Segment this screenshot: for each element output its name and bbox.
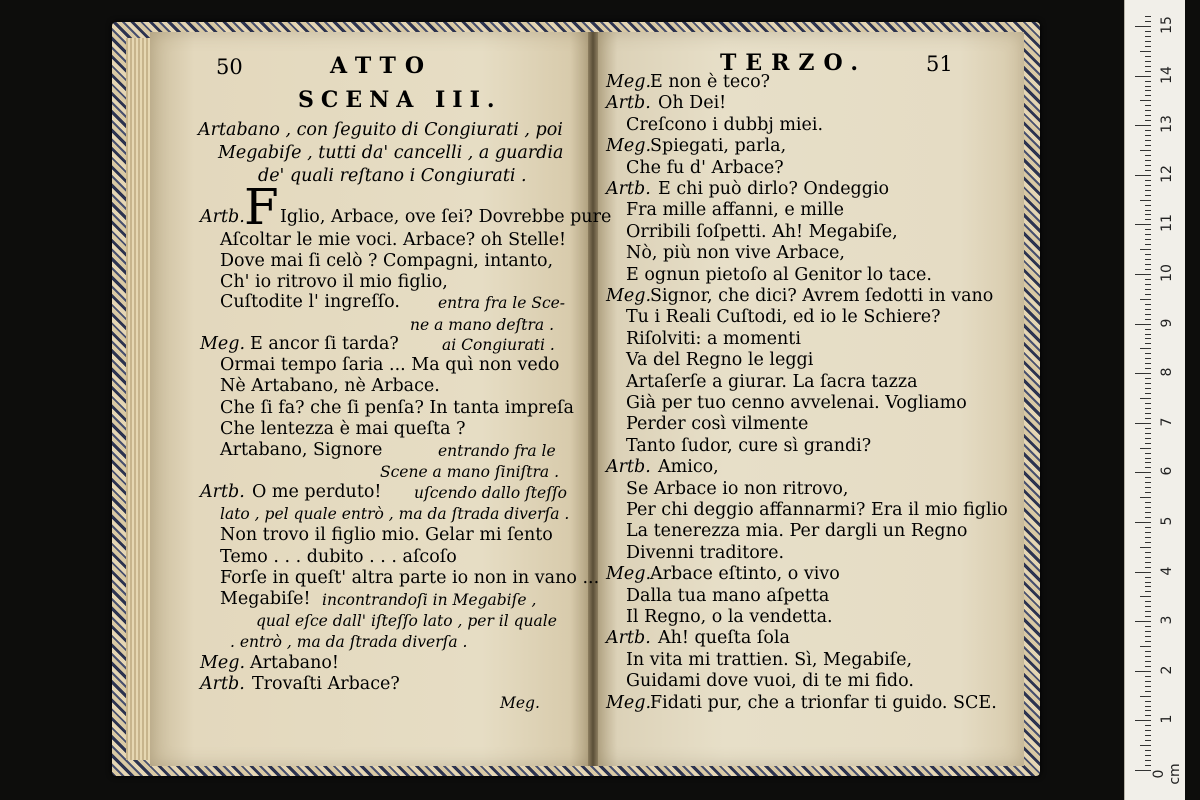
verse-line: Dalla tua mano aſpetta	[626, 585, 830, 606]
page-number-left: 50	[216, 55, 243, 79]
speaker-label: Artb.	[200, 674, 245, 694]
verse-line: Arbace eſtinto, o vivo	[650, 564, 840, 585]
speaker-label: Artb.	[606, 457, 651, 478]
running-head-left: ATTO	[330, 53, 433, 79]
verse-line: Divenni traditore.	[626, 542, 785, 563]
ruler-tick	[1145, 492, 1151, 493]
ruler-tick	[1145, 636, 1151, 637]
ruler-tick	[1145, 190, 1151, 191]
page-number-right: 51	[926, 52, 953, 76]
ruler-tick	[1145, 735, 1151, 736]
ruler-tick	[1135, 720, 1151, 721]
ruler-tick	[1140, 497, 1151, 498]
verse-line: In vita mi trattien. Sì, Megabiſe,	[626, 649, 913, 670]
ruler-tick	[1145, 105, 1151, 106]
ruler-tick	[1145, 591, 1151, 592]
ruler-tick	[1145, 66, 1151, 67]
catchword: Meg.	[500, 694, 540, 712]
ruler-tick	[1145, 314, 1151, 315]
ruler-tick	[1145, 542, 1151, 543]
speaker-label: Meg.	[606, 72, 652, 92]
ruler-tick	[1135, 522, 1151, 523]
drop-cap: F	[244, 178, 279, 236]
ruler-tick	[1140, 100, 1151, 101]
ruler-tick	[1145, 577, 1151, 578]
ruler-tick	[1145, 606, 1151, 607]
ruler-tick	[1145, 487, 1151, 488]
ruler-tick	[1145, 363, 1151, 364]
verse-line: Non trovo il figlio mio. Gelar mi ſento	[220, 525, 553, 545]
verse-line: Già per tuo cenno avvelenai. Vogliamo	[626, 393, 967, 413]
ruler-tick	[1145, 586, 1151, 587]
ruler-tick	[1145, 135, 1151, 136]
measurement-ruler	[1124, 0, 1185, 800]
ruler-tick	[1145, 641, 1151, 642]
ruler-tick	[1145, 145, 1151, 146]
ruler-tick	[1145, 46, 1151, 47]
ruler-tick	[1145, 765, 1151, 766]
verse-line: Nò, più non vive Arbace,	[626, 243, 845, 264]
ruler-tick	[1145, 41, 1151, 42]
ruler-tick	[1145, 234, 1151, 235]
ruler-tick	[1135, 373, 1151, 374]
ruler-tick	[1145, 413, 1151, 414]
ruler-tick	[1145, 16, 1151, 17]
stage-direction: ne a mano deſtra .	[410, 316, 554, 334]
ruler-tick	[1135, 324, 1151, 325]
ruler-tick	[1145, 428, 1151, 429]
ruler-tick	[1145, 482, 1151, 483]
ruler-tick	[1145, 195, 1151, 196]
verse-line: Per chi deggio affannarmi? Era il mio figlio	[626, 500, 1008, 520]
ruler-tick	[1145, 289, 1151, 290]
ruler-tick	[1145, 552, 1151, 553]
verse-line: Artaſerſe a giurar. La ſacra tazza	[626, 371, 918, 392]
ruler-tick	[1145, 284, 1151, 285]
ruler-tick	[1145, 294, 1151, 295]
ruler-number: 13	[1159, 115, 1175, 134]
ruler-tick	[1145, 403, 1151, 404]
ruler-tick	[1145, 31, 1151, 32]
verse-line: Orribili ſoſpetti. Ah! Megabiſe,	[626, 221, 898, 242]
ruler-tick	[1135, 175, 1151, 176]
ruler-tick	[1135, 274, 1151, 275]
ruler-tick	[1145, 21, 1151, 22]
speaker-label: Artb.	[200, 207, 245, 227]
stage-intro-line: Artabano , con ſeguito di Congiurati , poi	[198, 120, 563, 140]
verse-line: Perder così vilmente	[626, 414, 809, 435]
ruler-tick	[1140, 547, 1151, 548]
ruler-tick	[1145, 477, 1151, 478]
verse-line: Tu i Reali Cuſtodi, ed io le Schiere?	[626, 307, 941, 328]
ruler-tick	[1135, 26, 1151, 27]
ruler-tick	[1145, 36, 1151, 37]
ruler-tick	[1145, 338, 1151, 339]
ruler-number: 1	[1159, 714, 1175, 724]
verse-line: Signor, che dici? Avrem ſedotti in vano	[650, 286, 994, 306]
ruler-tick	[1145, 467, 1151, 468]
stage-direction: incontrandoſi in Megabiſe ,	[322, 591, 537, 609]
ruler-tick	[1140, 348, 1151, 349]
ruler-tick	[1145, 115, 1151, 116]
ruler-tick	[1145, 56, 1151, 57]
ruler-tick	[1145, 651, 1151, 652]
ruler-tick	[1145, 755, 1151, 756]
ruler-tick	[1145, 86, 1151, 87]
speaker-label: Meg.	[200, 334, 246, 354]
verse-line: Oh Dei!	[658, 93, 727, 114]
verse-line: Spiegati, parla,	[650, 136, 787, 157]
verse-line: Va del Regno le leggi	[626, 350, 814, 371]
ruler-number: 8	[1159, 367, 1175, 377]
stage-direction: qual eſce dall' iſteſſo lato , per il quale	[256, 612, 557, 630]
running-head-right: TERZO.	[720, 50, 868, 76]
ruler-tick	[1140, 398, 1151, 399]
verse-line: E ognun pietoſo al Genitor lo tace.	[626, 264, 932, 285]
speaker-label: Meg.	[606, 564, 652, 585]
ruler-tick	[1145, 666, 1151, 667]
ruler-tick	[1145, 71, 1151, 72]
ruler-tick	[1145, 611, 1151, 612]
ruler-tick	[1145, 502, 1151, 503]
ruler-tick	[1145, 443, 1151, 444]
verse-line: Trovaſti Arbace?	[252, 674, 400, 694]
ruler-tick	[1145, 582, 1151, 583]
ruler-tick	[1145, 656, 1151, 657]
ruler-tick	[1140, 51, 1151, 52]
ruler-number: 4	[1159, 566, 1175, 576]
ruler-tick	[1145, 567, 1151, 568]
ruler-unit-label: 0 cm	[1151, 763, 1183, 785]
verse-line: Artabano!	[250, 653, 339, 673]
ruler-tick	[1145, 214, 1151, 215]
ruler-tick	[1145, 557, 1151, 558]
ruler-tick	[1135, 621, 1151, 622]
ruler-tick	[1145, 527, 1151, 528]
ruler-tick	[1145, 631, 1151, 632]
speaker-label: Meg.	[606, 136, 652, 157]
verse-line: O me perduto!	[252, 482, 382, 502]
ruler-tick	[1145, 358, 1151, 359]
ruler-tick	[1135, 572, 1151, 573]
ruler-tick	[1145, 254, 1151, 255]
ruler-tick	[1145, 205, 1151, 206]
ruler-tick	[1145, 378, 1151, 379]
ruler-tick	[1135, 770, 1151, 771]
verse-line: Riſolviti: a momenti	[626, 328, 801, 349]
ruler-tick	[1145, 140, 1151, 141]
ruler-tick	[1145, 706, 1151, 707]
ruler-tick	[1145, 661, 1151, 662]
ruler-tick	[1145, 130, 1151, 131]
ruler-tick	[1145, 383, 1151, 384]
ruler-tick	[1145, 304, 1151, 305]
ruler-tick	[1145, 433, 1151, 434]
verse-line: Temo . . . dubito . . . aſcoſo	[220, 547, 457, 567]
ruler-tick	[1135, 472, 1151, 473]
ruler-tick	[1140, 150, 1151, 151]
ruler-number: 6	[1159, 466, 1175, 476]
ruler-tick	[1145, 750, 1151, 751]
ruler-tick	[1145, 239, 1151, 240]
verse-line: E non è teco?	[650, 72, 771, 92]
verse-line: Aſcoltar le mie voci. Arbace? oh Stelle!	[220, 230, 567, 250]
stage-direction: ai Congiurati .	[442, 336, 555, 354]
ruler-tick	[1145, 715, 1151, 716]
ruler-tick	[1145, 264, 1151, 265]
stage-intro-line: Megabiſe , tutti da' cancelli , a guardia	[218, 143, 564, 163]
scene-title: SCENA III.	[298, 87, 502, 113]
verse-line: Forſe in queſt' altra parte io non in vano ...	[220, 568, 600, 588]
ruler-number: 2	[1159, 665, 1175, 675]
ruler-tick	[1145, 95, 1151, 96]
verse-line: Guidami dove vuoi, di te mi fido.	[626, 671, 914, 692]
verse-line: Iglio, Arbace, ove ſei? Dovrebbe pure	[280, 207, 612, 227]
book-gutter	[588, 32, 598, 766]
ruler-tick	[1145, 309, 1151, 310]
ruler-tick	[1145, 334, 1151, 335]
ruler-tick	[1145, 418, 1151, 419]
verse-line: E chi può dirlo? Ondeggio	[658, 179, 890, 199]
ruler-tick	[1145, 438, 1151, 439]
verse-line: Ch' io ritrovo il mio figlio,	[220, 272, 448, 292]
ruler-tick	[1140, 646, 1151, 647]
ruler-number: 3	[1159, 615, 1175, 625]
verse-line: Dove mai ſi celò ? Compagni, intanto,	[220, 251, 554, 271]
speaker-label: Artb.	[606, 179, 651, 199]
speaker-label: Meg.	[606, 692, 652, 713]
stage-intro-line: de' quali reſtano i Congiurati .	[258, 166, 527, 186]
ruler-tick	[1140, 249, 1151, 250]
ruler-tick	[1145, 229, 1151, 230]
ruler-tick	[1145, 626, 1151, 627]
ruler-tick	[1145, 730, 1151, 731]
ruler-tick	[1135, 423, 1151, 424]
ruler-tick	[1145, 616, 1151, 617]
verse-line: La tenerezza mia. Per dargli un Regno	[626, 521, 968, 542]
ruler-number: 7	[1159, 417, 1175, 427]
ruler-tick	[1140, 299, 1151, 300]
ruler-tick	[1145, 507, 1151, 508]
ruler-tick	[1145, 170, 1151, 171]
ruler-tick	[1145, 219, 1151, 220]
ruler-number: 10	[1159, 264, 1175, 282]
verse-line: Tanto ſudor, cure sì grandi?	[626, 435, 872, 456]
speaker-label: Meg.	[200, 653, 246, 673]
ruler-tick	[1145, 244, 1151, 245]
verse-line: Artabano, Signore	[220, 440, 383, 460]
ruler-tick	[1145, 710, 1151, 711]
stage-direction: Scene a mano ſiniſtra .	[380, 463, 560, 481]
ruler-tick	[1145, 180, 1151, 181]
ruler-tick	[1145, 760, 1151, 761]
ruler-tick	[1145, 562, 1151, 563]
verse-line: Ah! queſta ſola	[658, 628, 790, 649]
ruler-tick	[1135, 224, 1151, 225]
speaker-label: Meg.	[606, 286, 652, 306]
ruler-tick	[1145, 686, 1151, 687]
ruler-number: 11	[1159, 214, 1175, 233]
ruler-tick	[1145, 185, 1151, 186]
ruler-tick	[1140, 200, 1151, 201]
ruler-tick	[1145, 393, 1151, 394]
ruler-tick	[1135, 76, 1151, 77]
stage-direction: . entrò , ma da ſtrada diverſa .	[230, 633, 468, 651]
verse-line: Megabiſe!	[220, 589, 311, 609]
verse-line: E ancor ſi tarda?	[250, 334, 399, 354]
ruler-tick	[1140, 745, 1151, 746]
ruler-tick	[1145, 165, 1151, 166]
ruler-tick	[1145, 408, 1151, 409]
speaker-label: Artb.	[606, 93, 651, 114]
ruler-tick	[1145, 120, 1151, 121]
stage-direction: entra fra le Sce-	[438, 294, 566, 312]
ruler-tick	[1145, 81, 1151, 82]
ruler-tick	[1145, 512, 1151, 513]
ruler-tick	[1140, 696, 1151, 697]
verse-line: Nè Artabano, nè Arbace.	[220, 376, 440, 396]
ruler-tick	[1145, 90, 1151, 91]
verse-line: Ormai tempo ſaria ... Ma quì non vedo	[220, 355, 560, 375]
ruler-tick	[1145, 279, 1151, 280]
ruler-tick	[1145, 368, 1151, 369]
verse-line: Cuſtodite l' ingreſſo.	[220, 292, 400, 312]
ruler-tick	[1145, 160, 1151, 161]
ruler-tick	[1145, 681, 1151, 682]
speaker-label: Artb.	[200, 482, 245, 502]
verse-line: Se Arbace io non ritrovo,	[626, 478, 849, 499]
ruler-tick	[1140, 448, 1151, 449]
ruler-tick	[1145, 740, 1151, 741]
stage-direction: lato , pel quale entrò , ma da ſtrada diverſa .	[220, 505, 570, 523]
ruler-tick	[1145, 601, 1151, 602]
stage-direction: uſcendo dallo ſteſſo	[414, 484, 568, 502]
ruler-tick	[1145, 532, 1151, 533]
ruler-tick	[1145, 353, 1151, 354]
verse-line: Il Regno, o la vendetta.	[626, 607, 833, 627]
ruler-tick	[1145, 269, 1151, 270]
ruler-tick	[1145, 61, 1151, 62]
ruler-number: 12	[1159, 164, 1175, 183]
ruler-tick	[1145, 462, 1151, 463]
ruler-tick	[1145, 537, 1151, 538]
ruler-tick	[1145, 319, 1151, 320]
ruler-tick	[1145, 259, 1151, 260]
ruler-tick	[1145, 155, 1151, 156]
ruler-number: 9	[1159, 318, 1175, 328]
ruler-tick	[1145, 343, 1151, 344]
ruler-tick	[1145, 210, 1151, 211]
verse-line: Fra mille affanni, e mille	[626, 200, 845, 221]
speaker-label: Artb.	[606, 628, 651, 649]
verse-line: Che fu d' Arbace?	[626, 157, 784, 178]
ruler-tick	[1145, 110, 1151, 111]
verse-line: Creſcono i dubbj miei.	[626, 114, 824, 135]
ruler-tick	[1140, 596, 1151, 597]
ruler-number: 5	[1159, 516, 1175, 526]
ruler-tick	[1145, 725, 1151, 726]
ruler-tick	[1145, 676, 1151, 677]
ruler-tick	[1145, 329, 1151, 330]
stage-direction: entrando fra le	[438, 442, 556, 460]
ruler-number: 15	[1159, 16, 1175, 34]
ruler-tick	[1145, 458, 1151, 459]
ruler-tick	[1135, 671, 1151, 672]
verse-line: Amico,	[658, 457, 719, 478]
verse-line: Che ſi fa? che ſi penſa? In tanta impreſa	[220, 398, 574, 418]
ruler-tick	[1145, 388, 1151, 389]
ruler-number: 14	[1159, 65, 1175, 84]
ruler-tick	[1135, 125, 1151, 126]
ruler-tick	[1145, 517, 1151, 518]
verse-line: Fidati pur, che a trionfar ti guido. SCE.	[650, 692, 997, 713]
verse-line: Che lentezza è mai queſta ?	[220, 419, 466, 439]
ruler-tick	[1145, 453, 1151, 454]
ruler-tick	[1145, 701, 1151, 702]
ruler-tick	[1145, 691, 1151, 692]
